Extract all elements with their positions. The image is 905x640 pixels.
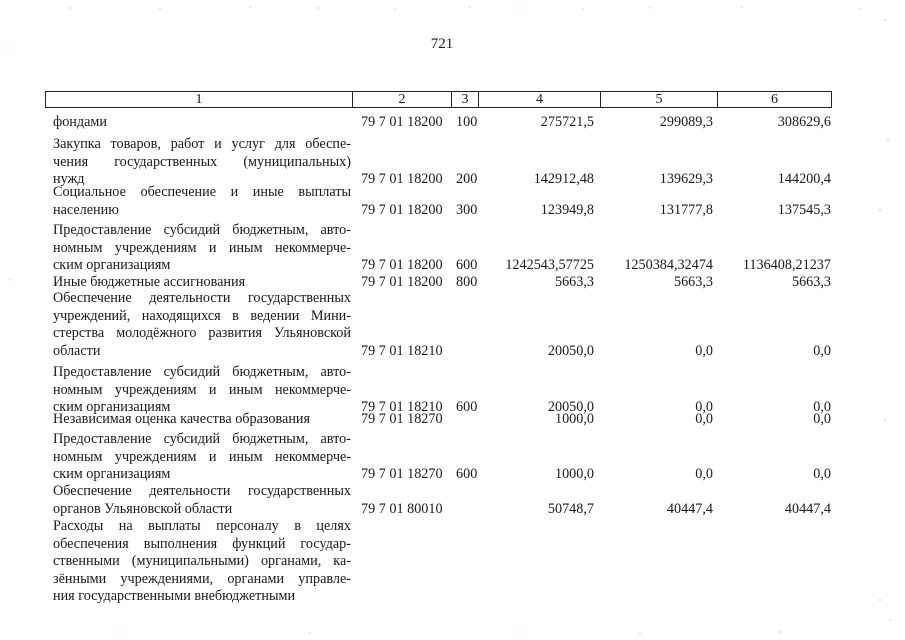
description-line: Расходы на выплаты персоналу в целях [53, 518, 351, 534]
amount-col-5: 0,0 [695, 411, 713, 427]
description-line: номным учреждениям и иным некоммерче- [53, 381, 351, 398]
description-line: Иные бюджетные ассигнования [53, 274, 246, 290]
header-col-2: 2 [353, 92, 452, 107]
description-line: зёнными учреждениями, органами управле- [53, 570, 351, 587]
amount-col-6: 308629,6 [777, 114, 831, 130]
budget-code: 79 7 01 18210 [361, 399, 443, 415]
budget-code: 79 7 01 18200 [361, 257, 443, 273]
budget-code: 79 7 01 80010 [361, 500, 443, 517]
description-line: ским организациям [53, 399, 171, 415]
amount-col-6: 0,0 [813, 466, 831, 482]
description-line: стерства молодёжного развития Ульяновской [53, 325, 351, 341]
expense-type-code: 600 [456, 466, 478, 482]
description-line: ским организациям [53, 257, 171, 273]
description-line: ским организациям [53, 466, 171, 482]
amount-col-6: 40447,4 [784, 500, 831, 517]
description-line: Закупка товаров, работ и услуг для обеспе- [53, 136, 351, 152]
budget-code: 79 7 01 18270 [361, 411, 443, 427]
header-col-3: 3 [452, 92, 479, 107]
description-line: номным учреждениям и иным некоммерче- [53, 239, 351, 256]
row-description [53, 431, 351, 484]
amount-col-4: 20050,0 [547, 342, 594, 359]
description-line: обеспечения выполнения функций государ- [53, 535, 351, 552]
description-line: населению [53, 201, 119, 218]
description-line: Независимая оценка качества образования [53, 411, 311, 427]
header-col-1: 1 [46, 92, 353, 107]
budget-code: 79 7 01 18200 [361, 114, 443, 130]
budget-code: 79 7 01 18270 [361, 466, 443, 482]
amount-col-6: 5663,3 [791, 274, 831, 290]
amount-col-4: 1242543,57725 [505, 257, 594, 273]
description-line: Обеспечение деятельности государственных [53, 290, 351, 306]
amount-col-5: 0,0 [695, 342, 713, 359]
row-description [53, 222, 351, 275]
amount-col-5: 139629,3 [659, 171, 713, 187]
expense-type-code: 300 [456, 201, 478, 218]
budget-code: 79 7 01 18200 [361, 171, 443, 187]
row-description [53, 518, 351, 606]
page-number: 721 [430, 36, 454, 52]
description-line: фондами [53, 114, 107, 130]
description-line: Социальное обеспечение и иные выплаты [53, 184, 351, 200]
row-description [53, 114, 351, 132]
row-description [53, 411, 351, 429]
description-line: Обеспечение деятельности государственных [53, 483, 351, 499]
expense-type-code: 100 [456, 114, 478, 130]
description-line: Предоставление субсидий бюджетным, авто- [53, 222, 351, 238]
description-line: органов Ульяновской области [53, 500, 233, 517]
description-line: номным учреждениям и иным некоммерче- [53, 448, 351, 465]
amount-col-5: 299089,3 [659, 114, 713, 130]
row-description [53, 136, 351, 189]
amount-col-5: 1250384,32474 [624, 257, 713, 273]
description-line: Предоставление субсидий бюджетным, авто- [53, 364, 351, 380]
budget-code: 79 7 01 18210 [361, 342, 443, 359]
amount-col-4: 50748,7 [547, 500, 594, 517]
amount-col-6: 0,0 [813, 399, 831, 415]
description-line: чения государственных (муниципальных) [53, 153, 351, 170]
amount-col-4: 1000,0 [554, 466, 594, 482]
amount-col-5: 0,0 [695, 466, 713, 482]
description-line: области [53, 342, 101, 359]
row-description [53, 184, 351, 219]
row-description [53, 274, 351, 292]
amount-col-6: 0,0 [813, 411, 831, 427]
amount-col-4: 275721,5 [540, 114, 594, 130]
budget-code: 79 7 01 18200 [361, 201, 443, 218]
header-col-5: 5 [601, 92, 718, 107]
row-description [53, 483, 351, 518]
row-description [53, 364, 351, 417]
row-description [53, 290, 351, 360]
expense-type-code: 200 [456, 171, 478, 187]
amount-col-5: 131777,8 [659, 201, 713, 218]
header-col-4: 4 [479, 92, 601, 107]
expense-type-code: 600 [456, 257, 478, 273]
amount-col-6: 1136408,21237 [742, 257, 831, 273]
amount-col-4: 20050,0 [547, 399, 594, 415]
amount-col-6: 137545,3 [777, 201, 831, 218]
description-line: учреждений, находящихся в ведении Мини- [53, 307, 351, 324]
amount-col-4: 1000,0 [554, 411, 594, 427]
expense-type-code: 600 [456, 399, 478, 415]
amount-col-6: 0,0 [813, 342, 831, 359]
amount-col-5: 0,0 [695, 399, 713, 415]
amount-col-4: 142912,48 [533, 171, 594, 187]
description-line: Предоставление субсидий бюджетным, авто- [53, 431, 351, 447]
amount-col-6: 144200,4 [777, 171, 831, 187]
header-col-6: 6 [771, 92, 778, 107]
expense-type-code: 800 [456, 274, 478, 290]
description-line: ния государственными внебюджетными [53, 588, 296, 604]
amount-col-5: 5663,3 [673, 274, 713, 290]
budget-code: 79 7 01 18200 [361, 274, 443, 290]
table-header [45, 91, 832, 108]
amount-col-5: 40447,4 [666, 500, 713, 517]
description-line: нужд [53, 171, 85, 187]
amount-col-4: 123949,8 [540, 201, 594, 218]
description-line: ственными (муниципальными) органами, ка- [53, 553, 351, 569]
amount-col-4: 5663,3 [554, 274, 594, 290]
